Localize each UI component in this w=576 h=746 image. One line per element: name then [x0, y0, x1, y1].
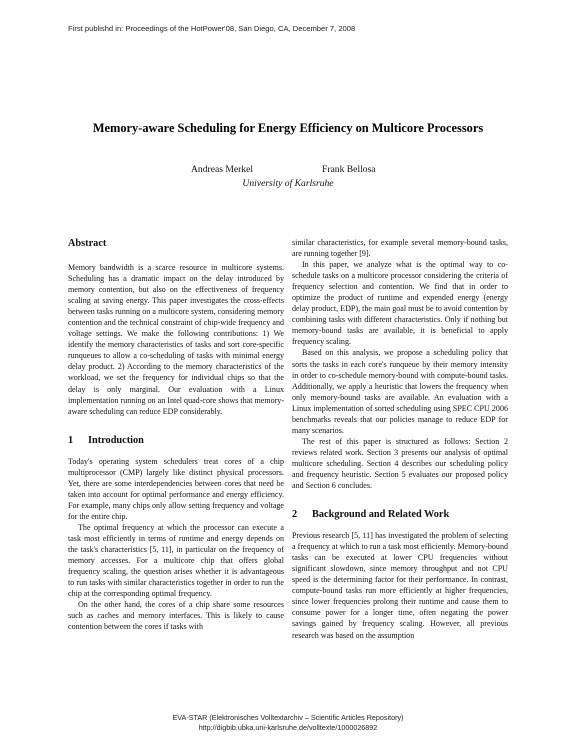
- section-number: 2: [292, 509, 298, 521]
- section-number: 1: [68, 434, 74, 446]
- section-heading: [68, 434, 284, 447]
- publication-note: First publishd in: Proceedings of the HotPower'08, San Diego, CA, December 7, 2008: [68, 24, 356, 33]
- repository-footer: [0, 713, 576, 732]
- paragraph: Previous research [5, 11] has investigated the problem of selecting a frequency at which to run a task most efficiently. Memory-bound tasks can be executed at lower CPU frequencies without significant slowdown, since memory throughput and not CPU speed is the determining factor for their performance. In contrast, compute-bound tasks run more efficiently at higher frequencies, since lower frequencies prolong their runtime and cause them to consume power for a longer time, often negating the power savings gained by frequency scaling. However, all previous research was based on the assumption: [292, 531, 508, 640]
- section-title: Background and Related Work: [312, 509, 450, 521]
- abstract-text: Memory bandwidth is a scarce resource in multicore systems. Scheduling has a dramatic impact on the delay introduced by memory contention, but also on the effectiveness of frequency scaling at saving energy. This paper investigates the cross-effects between tasks running on a multicore system, considering memory contention and the technical constraint of chip-wide frequency and voltage settings. We make the following contributions: 1) We identify the memory characteristics of tasks and sort core-specific runqueues to allow a co-scheduling of tasks with minimal energy delay product. 2) According to the memory characteristics of the workload, we set the frequency for individual chips so that the delay is only marginal. Our evaluation with a Linux implementation running on an Intel quad-core shows that memory-aware scheduling can reduce EDP considerably.: [68, 263, 284, 416]
- author-name: Andreas Merkel: [191, 164, 254, 175]
- right-column: [292, 237, 508, 641]
- paragraph: On the other hand, the cores of a chip share some resources such as caches and memory interfaces. This is likely to cause contention between the cores if tasks with: [68, 600, 284, 632]
- footer-repository-name: EVA-STAR (Elektronisches Volltextarchiv – Scientific Articles Repository): [172, 713, 404, 722]
- paragraph: similar characteristics, for example several memory-bound tasks, are running together [9].: [292, 238, 508, 259]
- footer-url: http://digbib.ubka.uni-karlsruhe.de/volltexte/1000026892: [198, 722, 378, 732]
- author-affiliation: University of Karlsruhe: [242, 178, 334, 189]
- paragraph: Today's operating system schedulers treat cores of a chip multiprocessor (CMP) largely like distinct physical processors. Yet, there are some interdependencies between cores that need be taken into account for optimal performance and energy efficiency. For example, many chips only allow setting frequency and voltage for the entire chip.: [68, 456, 284, 521]
- abstract-heading: Abstract: [68, 238, 107, 249]
- paragraph: Based on this analysis, we propose a scheduling policy that sorts the tasks in each core's runqueue by their memory intensity in order to co-schedule memory-bound with compute-bound tasks. Additionally, we apply a heuristic that lowers the frequency when only memory-bound tasks are available. An evaluation with a Linux implementation of sorted scheduling using SPEC CPU 2006 benchmarks reveals that our policies manage to reduce EDP for many scenarios.: [292, 348, 508, 435]
- paragraph: The optimal frequency at which the processor can execute a task most efficiently in terms of runtime and energy depends on the task's characteristics [5, 11], in particular on the frequency of memory accesses. For a multicore chip that offers global frequency scaling, the question arises whether it is advantageous to run tasks with similar characteristics together in order to run the chip at the corresponding optimal frequency.: [68, 522, 284, 599]
- section-heading: [292, 508, 508, 521]
- paragraph: In this paper, we analyze what is the optimal way to co-schedule tasks on a multicore processor considering the criteria of frequency selection and contention. We find that in order to optimize the product of runtime and expended energy (energy delay product, EDP), the main goal must be to avoid contention by combining tasks with different characteristics. Only if nothing but memory-bound tasks are available, it is beneficial to apply frequency scaling.: [292, 260, 508, 347]
- left-column: [68, 237, 284, 632]
- paragraph: The rest of this paper is structured as follows: Section 2 reviews related work. Section 3 presents our analysis of optimal multicore scheduling. Section 4 describes our scheduling policy and frequency heuristic. Section 5 evaluates our proposed policy and Section 6 concludes.: [292, 436, 508, 491]
- paper-title: Memory-aware Scheduling for Energy Efficiency on Multicore Processors: [92, 121, 484, 135]
- author-name: Frank Bellosa: [322, 164, 376, 175]
- section-title: Introduction: [88, 434, 144, 446]
